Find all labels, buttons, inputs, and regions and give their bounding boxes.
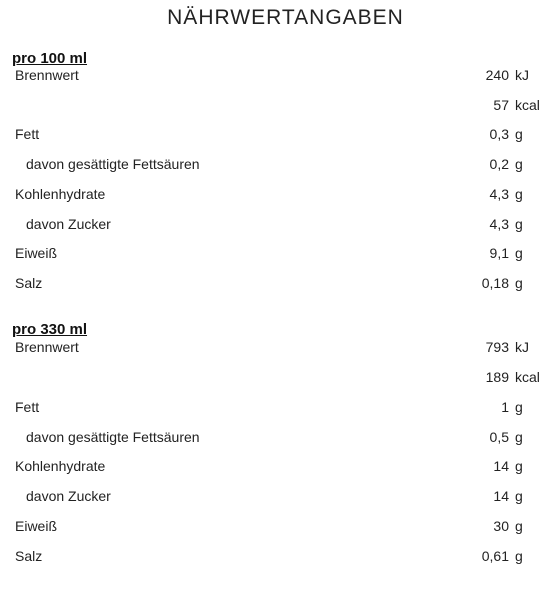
row-unit: g xyxy=(515,399,523,415)
row-label: Fett xyxy=(15,399,40,415)
row-value: 4,3 xyxy=(489,186,509,202)
row-value: 0,3 xyxy=(489,126,509,142)
row-label: Kohlenhydrate xyxy=(15,186,106,202)
row-value: 0,2 xyxy=(489,156,509,172)
row-value: 30 xyxy=(493,518,509,534)
row-value: 793 xyxy=(485,339,509,355)
row-value: 9,1 xyxy=(489,245,509,261)
nutrition-row-carbohydrates xyxy=(0,458,551,478)
nutrition-row-energy-kcal xyxy=(0,369,551,389)
nutrition-row-saturated-fat xyxy=(0,429,551,449)
nutrition-row-carbohydrates xyxy=(0,186,551,206)
row-unit: g xyxy=(515,429,523,445)
nutrition-row-energy-kj xyxy=(0,67,551,87)
row-label: Brennwert xyxy=(15,67,79,83)
nutrition-row-energy-kj xyxy=(0,339,551,359)
row-label: Kohlenhydrate xyxy=(15,458,106,474)
nutrition-row-fat xyxy=(0,126,551,146)
row-unit: g xyxy=(515,518,523,534)
row-label: davon Zucker xyxy=(26,488,111,504)
row-unit: g xyxy=(515,186,523,202)
page-title: NÄHRWERTANGABEN xyxy=(167,6,404,29)
nutrition-row-fat xyxy=(0,399,551,419)
row-label: davon gesättigte Fettsäuren xyxy=(26,156,200,172)
nutrition-row-protein xyxy=(0,518,551,538)
row-value: 14 xyxy=(493,458,509,474)
row-unit: g xyxy=(515,275,523,291)
row-value: 57 xyxy=(493,97,509,113)
row-unit: g xyxy=(515,156,523,172)
row-unit: g xyxy=(515,458,523,474)
row-label: Eiweiß xyxy=(15,518,58,534)
section-heading-per-330ml: pro 330 ml xyxy=(12,321,88,338)
row-unit: g xyxy=(515,488,523,504)
section-heading-per-100ml: pro 100 ml xyxy=(12,50,88,67)
row-unit: g xyxy=(515,245,523,261)
nutrition-row-salt xyxy=(0,548,551,568)
row-unit: kJ xyxy=(515,339,529,355)
row-unit: kcal xyxy=(515,369,540,385)
row-label: Salz xyxy=(15,548,43,564)
row-label: Eiweiß xyxy=(15,245,58,261)
row-value: 1 xyxy=(501,399,509,415)
row-value: 4,3 xyxy=(489,216,509,232)
row-unit: g xyxy=(515,216,523,232)
row-unit: g xyxy=(515,126,523,142)
row-value: 0,5 xyxy=(489,429,509,445)
row-value: 240 xyxy=(485,67,509,83)
row-value: 0,18 xyxy=(481,275,509,291)
row-unit: kJ xyxy=(515,67,529,83)
row-value: 189 xyxy=(485,369,509,385)
nutrition-row-sugar xyxy=(0,216,551,236)
nutrition-row-saturated-fat xyxy=(0,156,551,176)
nutrition-row-sugar xyxy=(0,488,551,508)
row-label: davon Zucker xyxy=(26,216,111,232)
nutrition-row-protein xyxy=(0,245,551,265)
row-label: davon gesättigte Fettsäuren xyxy=(26,429,200,445)
nutrition-row-energy-kcal xyxy=(0,97,551,117)
row-label: Fett xyxy=(15,126,40,142)
row-label: Brennwert xyxy=(15,339,79,355)
row-unit: kcal xyxy=(515,97,540,113)
row-label: Salz xyxy=(15,275,43,291)
row-value: 0,61 xyxy=(481,548,509,564)
row-value: 14 xyxy=(493,488,509,504)
nutrition-row-salt xyxy=(0,275,551,295)
row-unit: g xyxy=(515,548,523,564)
